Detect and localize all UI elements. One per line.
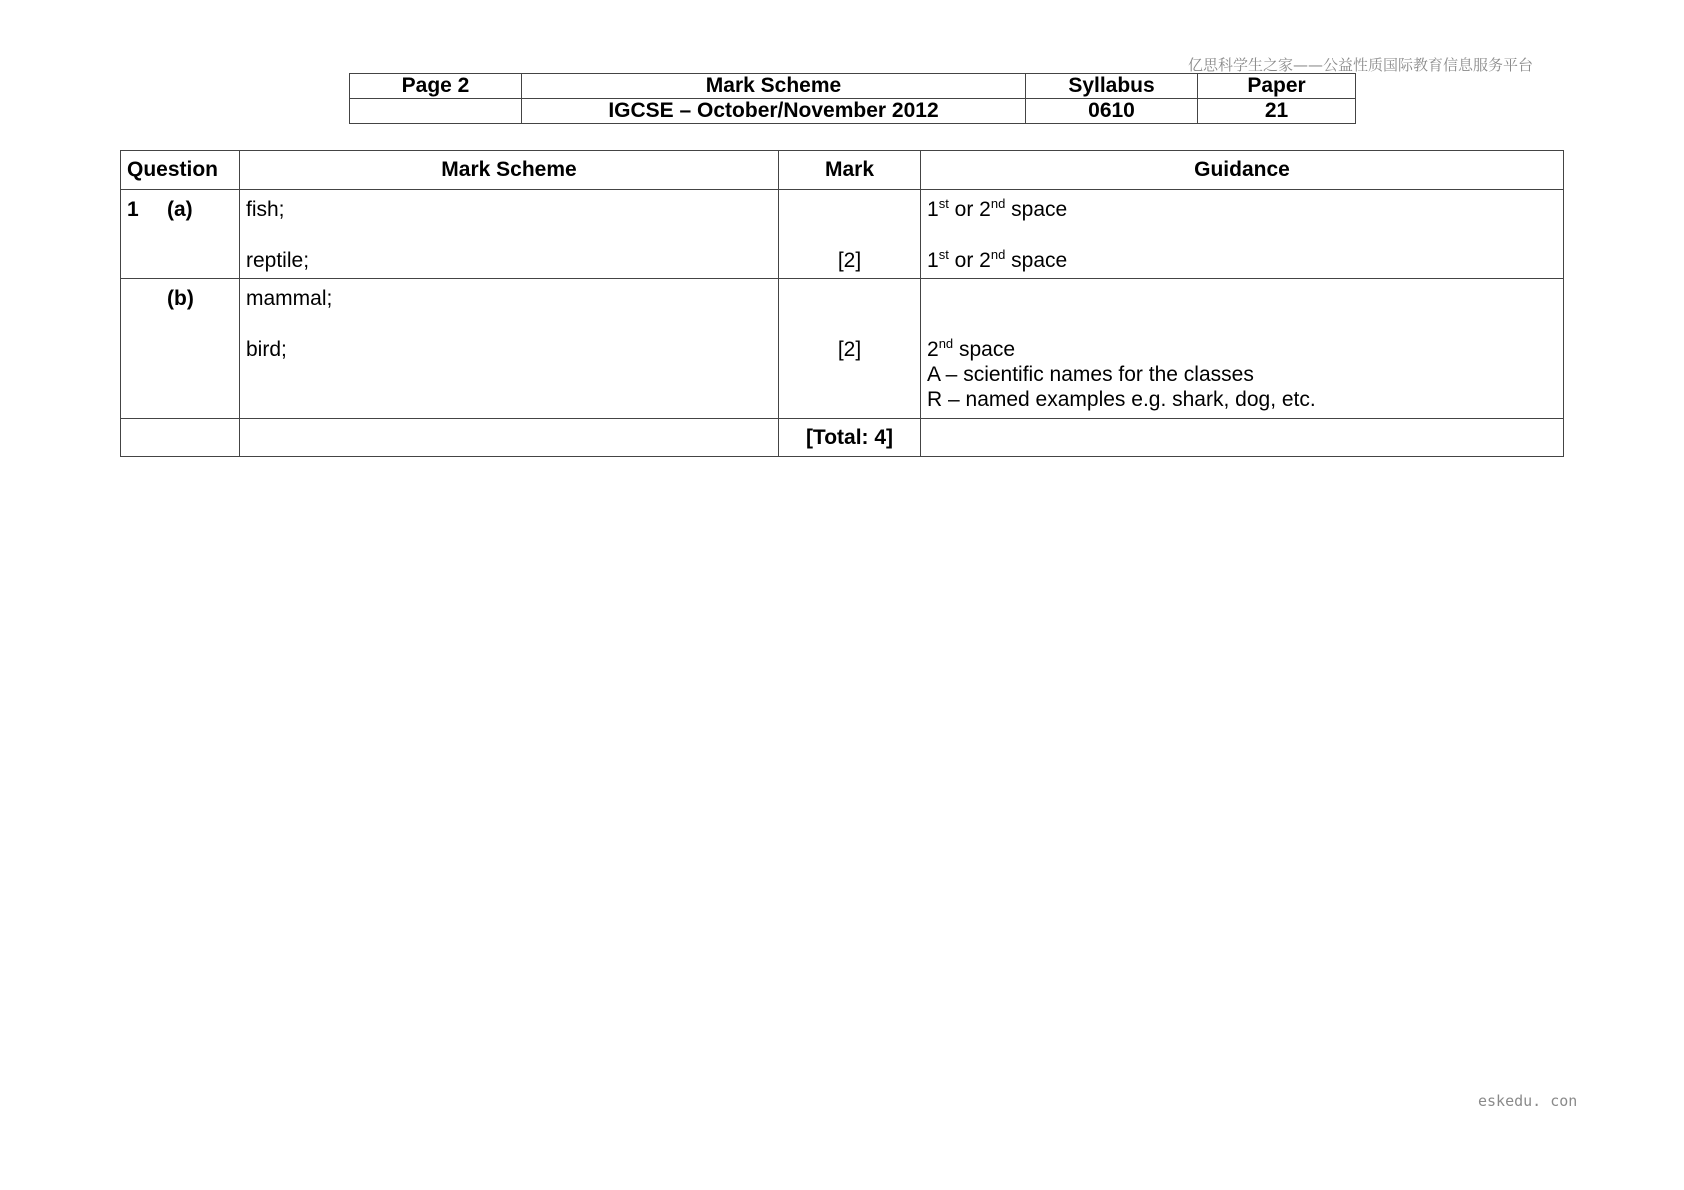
paper-label: Paper xyxy=(1198,74,1356,99)
total-row xyxy=(121,419,1564,457)
total-mark: [Total: 4] xyxy=(779,419,921,457)
answer-line: bird; xyxy=(246,338,287,361)
empty-cell xyxy=(121,419,240,457)
empty-cell xyxy=(921,419,1564,457)
syllabus-code: 0610 xyxy=(1026,99,1198,124)
empty-cell xyxy=(350,99,522,124)
answer-cell-1b xyxy=(240,279,779,419)
guidance-reject: R – named examples e.g. shark, dog, etc. xyxy=(927,388,1316,411)
mark-column-header: Mark xyxy=(779,151,921,190)
guidance-column-header: Guidance xyxy=(921,151,1564,190)
guidance-line: 1st or 2nd space xyxy=(927,247,1068,272)
exam-title: IGCSE – October/November 2012 xyxy=(522,99,1026,124)
table-row-1a xyxy=(121,190,1564,279)
guidance-line: 1st or 2nd space xyxy=(927,196,1068,221)
mark-value: [2] xyxy=(837,249,862,272)
mark-scheme-table xyxy=(120,150,1564,457)
syllabus-label: Syllabus xyxy=(1026,74,1198,99)
question-cell-1b xyxy=(121,279,240,419)
header-table xyxy=(349,73,1356,124)
paper-number: 21 xyxy=(1198,99,1356,124)
mark-value: [2] xyxy=(837,338,862,361)
question-cell-1a xyxy=(121,190,240,279)
guidance-line: 2nd space xyxy=(927,336,1016,361)
answer-cell-1a xyxy=(240,190,779,279)
guidance-cell-1b xyxy=(921,279,1564,419)
question-number: 1 xyxy=(127,198,139,221)
answer-line: fish; xyxy=(246,198,285,221)
answer-line: mammal; xyxy=(246,287,333,310)
guidance-cell-1a xyxy=(921,190,1564,279)
mark-scheme-label: Mark Scheme xyxy=(522,74,1026,99)
table-row-1b xyxy=(121,279,1564,419)
mark-cell-1b xyxy=(779,279,921,419)
guidance-accept: A – scientific names for the classes xyxy=(927,363,1254,386)
empty-cell xyxy=(240,419,779,457)
question-part: (a) xyxy=(167,198,193,221)
column-header-row xyxy=(121,151,1564,190)
page-label: Page 2 xyxy=(350,74,522,99)
question-part: (b) xyxy=(167,287,194,310)
watermark-bottom: eskedu. con xyxy=(1478,1092,1578,1110)
mark-cell-1a xyxy=(779,190,921,279)
question-column-header: Question xyxy=(121,151,240,190)
answer-line: reptile; xyxy=(246,249,310,272)
mark-scheme-column-header: Mark Scheme xyxy=(240,151,779,190)
watermark-top: 亿思科学生之家——公益性质国际教育信息服务平台 xyxy=(1188,56,1534,74)
